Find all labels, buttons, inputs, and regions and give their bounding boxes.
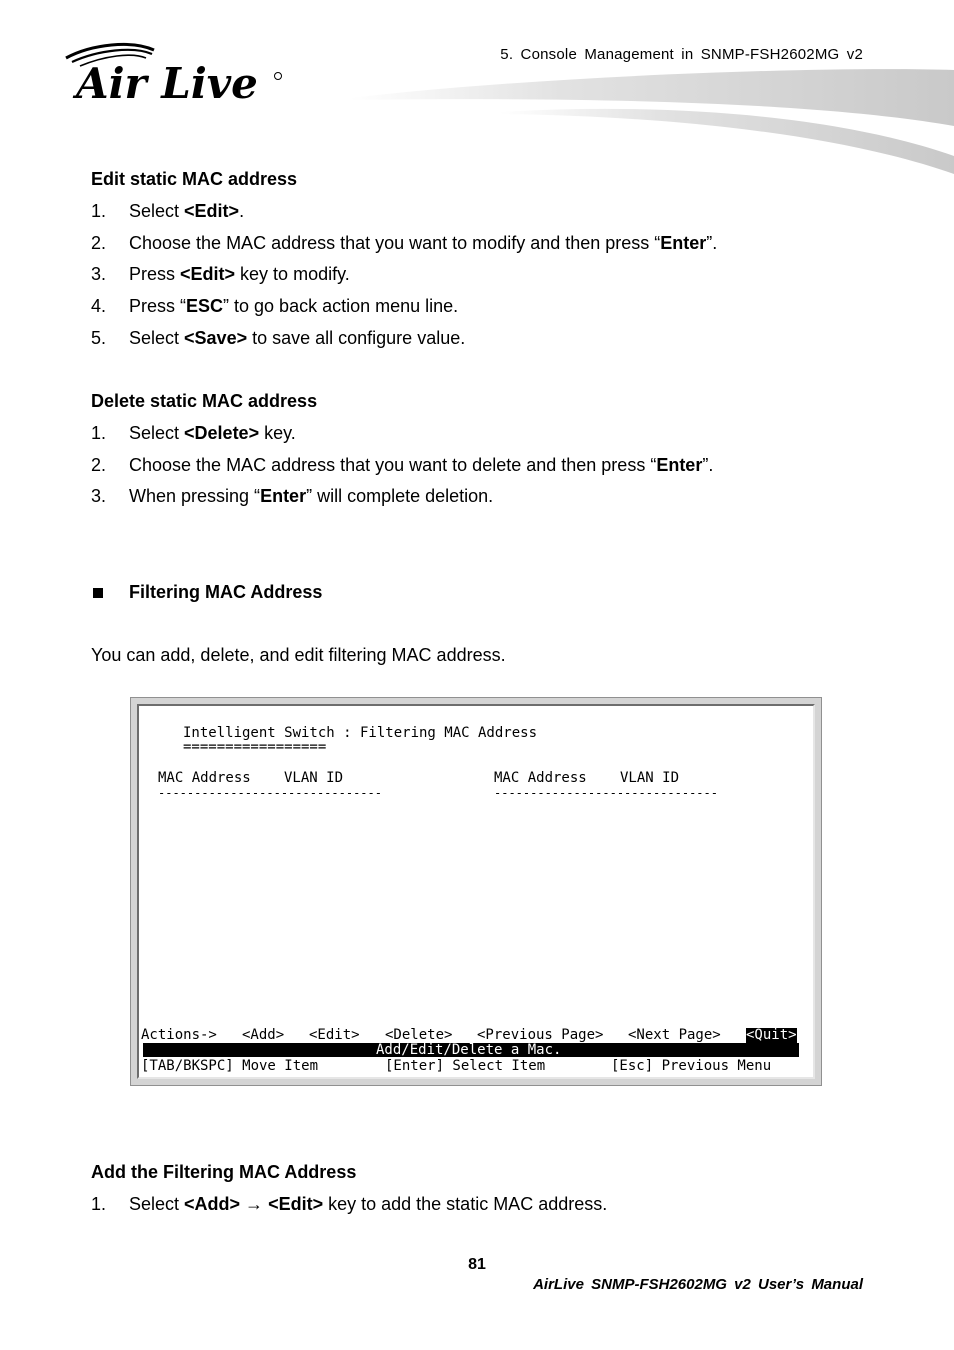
help-move: [TAB/BKSPC] Move Item <box>141 1058 319 1074</box>
terminal-screenshot <box>130 697 822 1086</box>
action-previous-page[interactable]: <Previous Page> <box>477 1027 604 1043</box>
add-section-title: Add the Filtering MAC Address <box>91 1162 357 1182</box>
col-header-vlan-left: VLAN ID <box>284 770 344 786</box>
header-swoosh-graphic <box>340 66 954 186</box>
manual-title: AirLive SNMP-FSH2602MG v2 User’s Manual <box>533 1276 863 1293</box>
col-header-vlan-right: VLAN ID <box>620 770 680 786</box>
col-header-mac-left: MAC Address <box>158 770 251 786</box>
square-bullet-icon <box>93 588 103 598</box>
list-item: Choose the MAC address that you want to modify and then press “Enter”. <box>129 233 718 253</box>
airlive-logo <box>62 40 302 110</box>
action-delete[interactable]: <Delete> <box>385 1027 453 1043</box>
svg-text:Air Live: Air Live <box>76 59 258 108</box>
action-next-page[interactable]: <Next Page> <box>628 1027 721 1043</box>
step-number: 2. <box>91 233 107 253</box>
step-number: 4. <box>91 296 107 316</box>
edit-section-title: Edit static MAC address <box>91 169 298 189</box>
list-item: When pressing “Enter” will complete deletion. <box>129 486 494 506</box>
list-item: Select <Edit>. <box>129 201 245 221</box>
right-arrow-icon: → <box>240 1194 269 1214</box>
terminal-screen <box>137 704 815 1079</box>
step-number: 2. <box>91 455 107 475</box>
help-previous: [Esc] Previous Menu <box>611 1058 772 1074</box>
step-number: 3. <box>91 486 107 506</box>
page-number: 81 <box>468 1256 486 1273</box>
list-item: Select <Delete> key. <box>129 423 296 443</box>
list-item: Press “ESC” to go back action menu line. <box>129 296 459 316</box>
step-number: 1. <box>91 423 107 443</box>
help-select: [Enter] Select Item <box>385 1058 546 1074</box>
step-number: 3. <box>91 264 107 284</box>
step-number: 1. <box>91 201 107 221</box>
step-number: 5. <box>91 328 107 348</box>
terminal-title: Intelligent Switch : Filtering MAC Address <box>183 725 538 741</box>
filtering-intro: You can add, delete, and edit filtering MAC address. <box>91 645 506 665</box>
step-number: 1. <box>91 1194 107 1214</box>
col-header-mac-right: MAC Address <box>494 770 587 786</box>
logo-swoosh-icon <box>62 40 302 110</box>
action-add[interactable]: <Add> <box>242 1027 285 1043</box>
list-item: Select <Save> to save all configure value. <box>129 328 466 348</box>
chapter-title: 5. Console Management in SNMP-FSH2602MG v2 <box>500 46 863 63</box>
actions-label: Actions-> <box>141 1027 217 1043</box>
list-item: Select <Add> → <Edit> key to add the static MAC address. <box>129 1194 608 1214</box>
list-item: Choose the MAC address that you want to delete and then press “Enter”. <box>129 455 714 475</box>
terminal-title-underline: ================= <box>183 739 327 755</box>
status-text: Add/Edit/Delete a Mac. <box>376 1042 562 1058</box>
col-underline-left: ------------------------------- <box>158 786 382 800</box>
action-edit[interactable]: <Edit> <box>309 1027 360 1043</box>
action-quit[interactable]: <Quit> <box>746 1027 797 1043</box>
col-underline-right: ------------------------------- <box>494 786 718 800</box>
list-item: Press <Edit> key to modify. <box>129 264 350 284</box>
delete-section-title: Delete static MAC address <box>91 391 318 411</box>
filtering-title: Filtering MAC Address <box>129 582 323 602</box>
